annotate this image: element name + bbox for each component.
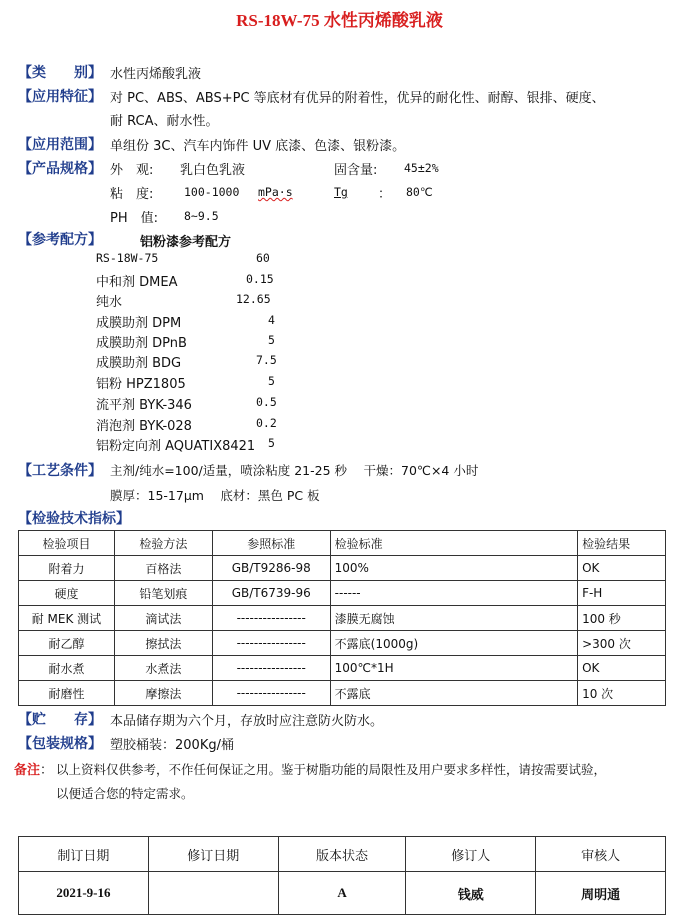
specs-label: 【产品规格】 (18, 161, 102, 177)
table-cell: 耐水煮 (19, 656, 115, 681)
features-line1: 对 PC、ABS、ABS+PC 等底材有优异的附着性，优异的耐化性、耐醇、银排、硬度、 (110, 91, 605, 106)
process-label: 【工艺条件】 (18, 463, 102, 479)
formula-item-name: 铝粉 HPZ1805 (96, 377, 186, 392)
process-line1: 主剂/纯水=100/适量，喷涂粘度 21-25 秒 干燥：70℃×4 小时 (110, 463, 479, 478)
tg-label: Tg (334, 185, 348, 199)
packaging-value: 塑胶桶装：200Kg/桶 (110, 738, 234, 753)
table-cell: 不露底 (330, 681, 577, 706)
table-header-cell: 检验方法 (114, 531, 212, 556)
revision-header-cell: 制订日期 (19, 837, 149, 872)
formula-item-name: 中和剂 DMEA (96, 275, 178, 290)
process-line2: 膜厚：15-17μm 底材：黑色 PC 板 (110, 488, 320, 503)
table-header-cell: 参照标准 (212, 531, 330, 556)
packaging-label: 【包装规格】 (18, 736, 102, 752)
scope-label: 【应用范围】 (18, 137, 102, 153)
table-cell: ---------------- (212, 631, 330, 656)
revision-cell: A (278, 872, 406, 915)
table-cell: 附着力 (19, 556, 115, 581)
formula-item-name: 成膜助剂 BDG (96, 356, 182, 371)
formula-item-name: 流平剂 BYK-346 (96, 398, 192, 413)
table-cell: ------ (330, 581, 577, 606)
revision-header-cell: 版本状态 (278, 837, 406, 872)
table-cell: 百格法 (114, 556, 212, 581)
table-cell: 漆膜无腐蚀 (330, 606, 577, 631)
table-cell: 摩擦法 (114, 681, 212, 706)
table-header-cell: 检验标准 (330, 531, 577, 556)
tg-value: 80℃ (406, 185, 433, 199)
table-cell: 100 秒 (578, 606, 666, 631)
revision-header-row (19, 837, 666, 872)
ph-label: PH 值: (110, 211, 158, 226)
table-cell: >300 次 (578, 631, 666, 656)
formula-item-name: 纯水 (96, 295, 123, 310)
appearance-label: 外 观: (110, 163, 154, 178)
formula-item-name: RS-18W-75 (96, 251, 159, 265)
features-label: 【应用特征】 (18, 89, 102, 105)
category-label: 【类 别】 (18, 65, 102, 81)
features-line2: 耐 RCA、耐水性。 (110, 114, 219, 129)
table-cell: 耐 MEK 测试 (19, 606, 115, 631)
table-row (19, 631, 666, 656)
ph-value: 8~9.5 (184, 209, 219, 223)
table-row (19, 681, 666, 706)
table-cell: 铅笔划痕 (114, 581, 212, 606)
formula-item-name: 成膜助剂 DPnB (96, 336, 187, 351)
table-cell: ---------------- (212, 681, 330, 706)
revision-header-cell: 修订人 (406, 837, 536, 872)
formula-item-amount: 7.5 (256, 353, 277, 367)
formula-subtitle: 铝粉漆参考配方 (140, 235, 232, 250)
test-spec-table (18, 530, 666, 706)
table-cell: ---------------- (212, 656, 330, 681)
formula-item-name: 成膜助剂 DPM (96, 316, 182, 331)
table-header-cell: 检验结果 (578, 531, 666, 556)
table-cell: 擦拭法 (114, 631, 212, 656)
table-row (19, 556, 666, 581)
viscosity-unit: mPa·s (258, 185, 293, 199)
viscosity-label: 粘 度: (110, 187, 154, 202)
formula-item-amount: 5 (268, 333, 275, 347)
note-line1: 以上资料仅供参考，不作任何保证之用。鉴于树脂功能的局限性及用户要求多样性，请按需要试验， (56, 762, 607, 777)
storage-label: 【贮 存】 (18, 712, 102, 728)
table-header-row (19, 531, 666, 556)
formula-item (96, 251, 158, 266)
revision-header-cell: 修订日期 (148, 837, 278, 872)
formula-item (96, 291, 122, 310)
note-label (14, 759, 53, 778)
formula-item-amount: 5 (268, 436, 275, 450)
revision-table (18, 836, 666, 915)
revision-cell: 钱威 (406, 872, 536, 915)
table-cell: 硬度 (19, 581, 115, 606)
testing-label: 【检验技术指标】 (18, 511, 130, 527)
table-row (19, 581, 666, 606)
solids-label: 固含量: (334, 163, 378, 178)
revision-header-cell: 审核人 (536, 837, 666, 872)
table-header-cell: 检验项目 (19, 531, 115, 556)
formula-label: 【参考配方】 (18, 232, 102, 248)
formula-item (96, 435, 255, 454)
formula-item-amount: 0.2 (256, 416, 277, 430)
table-row (19, 606, 666, 631)
note-colon: ： (40, 763, 54, 778)
tg-separator: ： (378, 187, 392, 202)
formula-item (96, 332, 187, 351)
viscosity-value: 100-1000 (184, 185, 240, 199)
storage-value: 本品储存期为六个月，存放时应注意防火防水。 (110, 714, 384, 729)
scope-value: 单组份 3C、汽车内饰件 UV 底漆、色漆、银粉漆。 (110, 139, 406, 154)
revision-cell (148, 872, 278, 915)
formula-item (96, 373, 186, 392)
formula-item (96, 415, 192, 434)
table-row (19, 656, 666, 681)
table-cell: F-H (578, 581, 666, 606)
revision-cell: 周明通 (536, 872, 666, 915)
category-value: 水性丙烯酸乳液 (110, 67, 202, 82)
solids-value: 45±2% (404, 161, 439, 175)
table-cell: GB/T9286-98 (212, 556, 330, 581)
formula-item-amount: 5 (268, 374, 275, 388)
table-cell: 不露底(1000g) (330, 631, 577, 656)
formula-item-amount: 0.5 (256, 395, 277, 409)
document-title: RS-18W-75 水性丙烯酸乳液 (236, 11, 443, 30)
table-cell: OK (578, 556, 666, 581)
formula-item-amount: 60 (256, 251, 270, 265)
note-line2: 以便适合您的特定需求。 (56, 786, 194, 801)
table-cell: 耐磨性 (19, 681, 115, 706)
revision-cell: 2021-9-16 (19, 872, 149, 915)
formula-item (96, 312, 181, 331)
table-cell: OK (578, 656, 666, 681)
formula-item (96, 271, 177, 290)
appearance-value: 乳白色乳液 (180, 163, 246, 178)
formula-item-amount: 4 (268, 313, 275, 327)
table-cell: 水煮法 (114, 656, 212, 681)
formula-item (96, 394, 192, 413)
table-cell: 滴试法 (114, 606, 212, 631)
formula-item-amount: 12.65 (236, 292, 271, 306)
table-cell: 10 次 (578, 681, 666, 706)
table-cell: 耐乙醇 (19, 631, 115, 656)
table-cell: GB/T6739-96 (212, 581, 330, 606)
formula-item (96, 352, 181, 371)
formula-item-name: 消泡剂 BYK-028 (96, 419, 192, 434)
revision-value-row (19, 872, 666, 915)
note-label-text: 备注 (14, 763, 41, 778)
table-cell: ---------------- (212, 606, 330, 631)
table-cell: 100℃*1H (330, 656, 577, 681)
formula-item-amount: 0.15 (246, 272, 274, 286)
table-cell: 100% (330, 556, 577, 581)
formula-item-name: 铝粉定向剂 AQUATIX8421 (96, 439, 256, 454)
